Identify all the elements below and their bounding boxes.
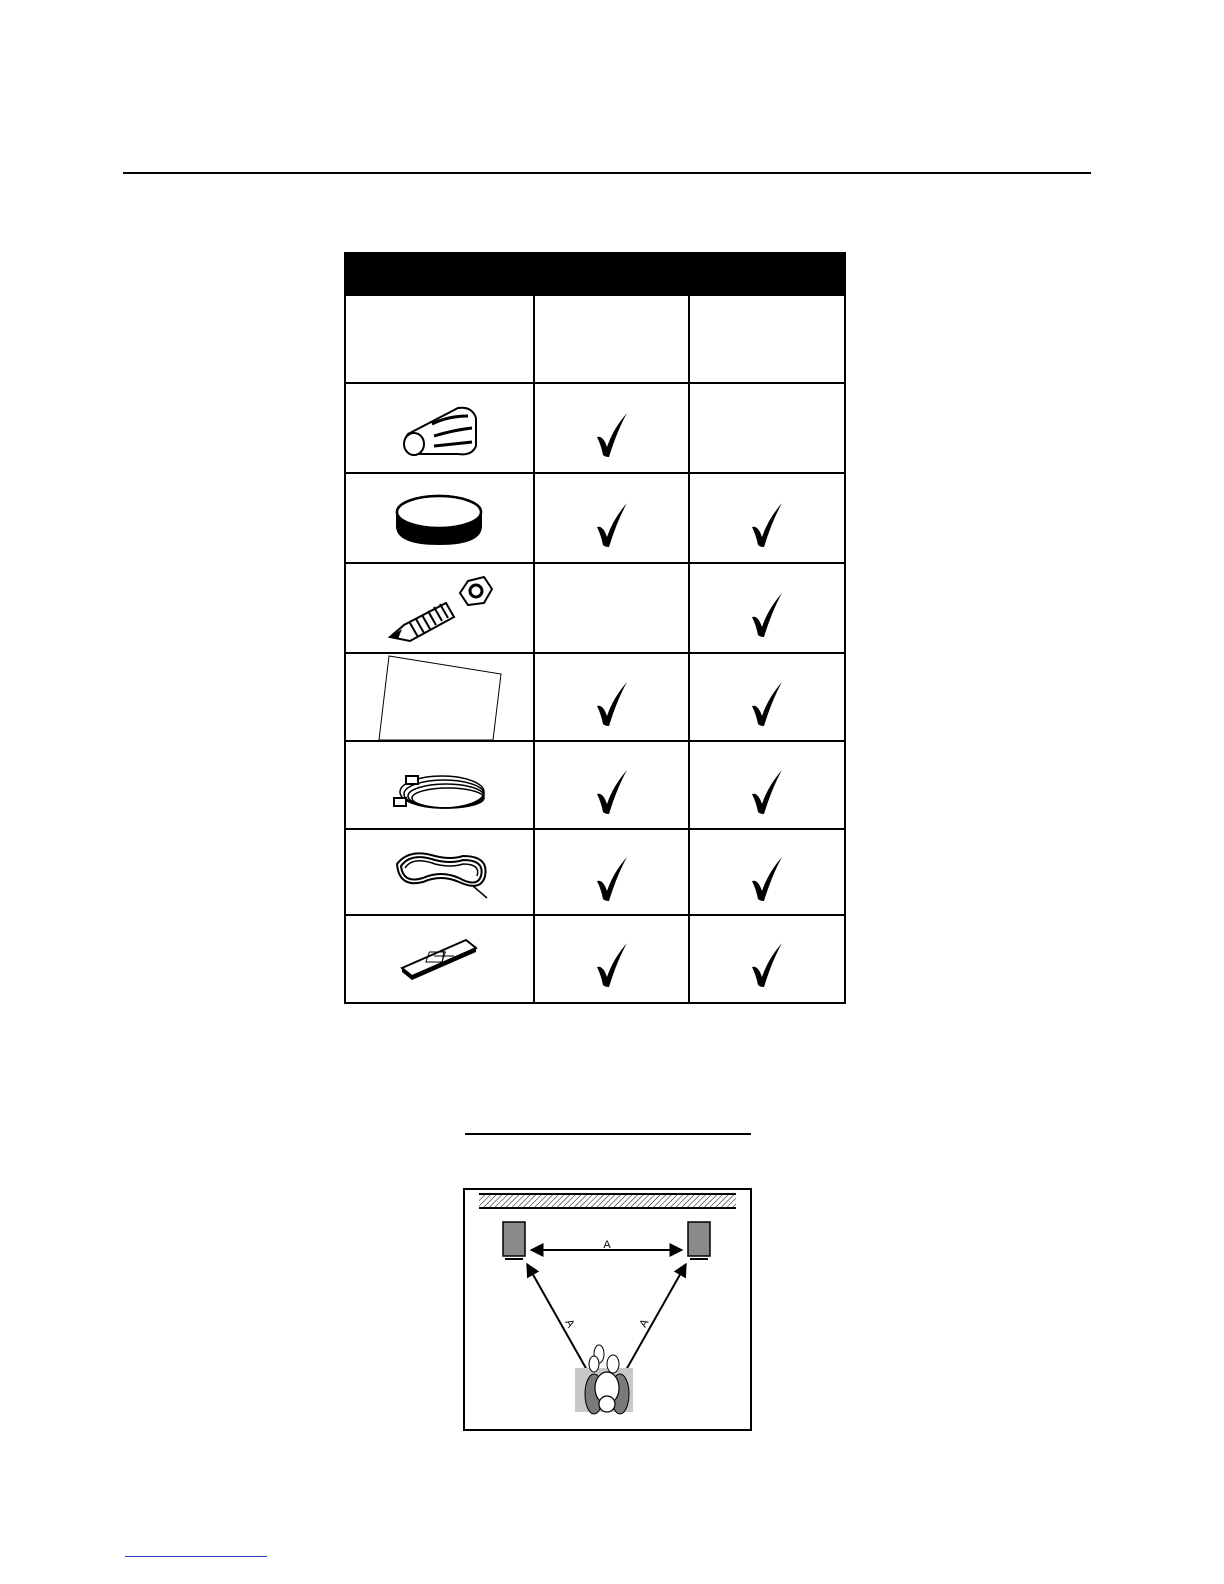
distance-label: A (562, 1317, 577, 1330)
check-cell (535, 384, 688, 474)
left-speaker-icon (503, 1222, 525, 1259)
checkmark-icon (593, 411, 631, 461)
footer-link-underline (125, 1556, 267, 1557)
item-cell (346, 474, 533, 564)
item-cell (346, 742, 533, 830)
wall (479, 1194, 736, 1208)
round-foot-pad-icon (395, 490, 485, 548)
checkmark-icon (748, 591, 786, 641)
header-rule (123, 172, 1091, 174)
coiled-cable-icon (390, 756, 490, 816)
accessory-table (344, 252, 846, 1004)
sheet-icon (377, 654, 503, 742)
remote-control-icon (400, 934, 480, 984)
checkmark-icon (593, 855, 631, 905)
checkmark-icon (748, 941, 786, 991)
check-cell (690, 564, 844, 654)
speaker-wire-bundle-icon (389, 842, 491, 904)
check-cell (690, 474, 844, 564)
check-cell (690, 916, 844, 1002)
check-cell (690, 654, 844, 742)
column-header-item (346, 296, 533, 384)
check-cell (690, 830, 844, 916)
checkmark-icon (748, 855, 786, 905)
distance-label: A (603, 1239, 611, 1251)
checkmark-icon (748, 680, 786, 730)
checkmark-icon (748, 501, 786, 551)
distance-label: A (637, 1317, 652, 1330)
check-cell (535, 830, 688, 916)
item-cell (346, 564, 533, 654)
column-header-model-2 (690, 296, 844, 384)
check-cell (535, 916, 688, 1002)
item-cell (346, 384, 533, 474)
checkmark-icon (593, 501, 631, 551)
wire-nut-cap-icon (398, 396, 482, 462)
check-cell (535, 474, 688, 564)
check-cell (535, 654, 688, 742)
item-cell (346, 830, 533, 916)
speaker-placement-diagram (463, 1188, 752, 1431)
table-header-band (346, 254, 844, 296)
spike-and-nut-icon (384, 573, 496, 645)
item-cell (346, 654, 533, 742)
checkmark-icon (593, 680, 631, 730)
check-cell (535, 742, 688, 830)
check-cell (690, 742, 844, 830)
checkmark-icon (748, 768, 786, 818)
column-header-model-1 (535, 296, 688, 384)
checkmark-icon (593, 941, 631, 991)
checkmark-icon (593, 768, 631, 818)
right-speaker-icon (688, 1222, 710, 1259)
placement-section-rule (465, 1133, 751, 1135)
item-cell (346, 916, 533, 1002)
